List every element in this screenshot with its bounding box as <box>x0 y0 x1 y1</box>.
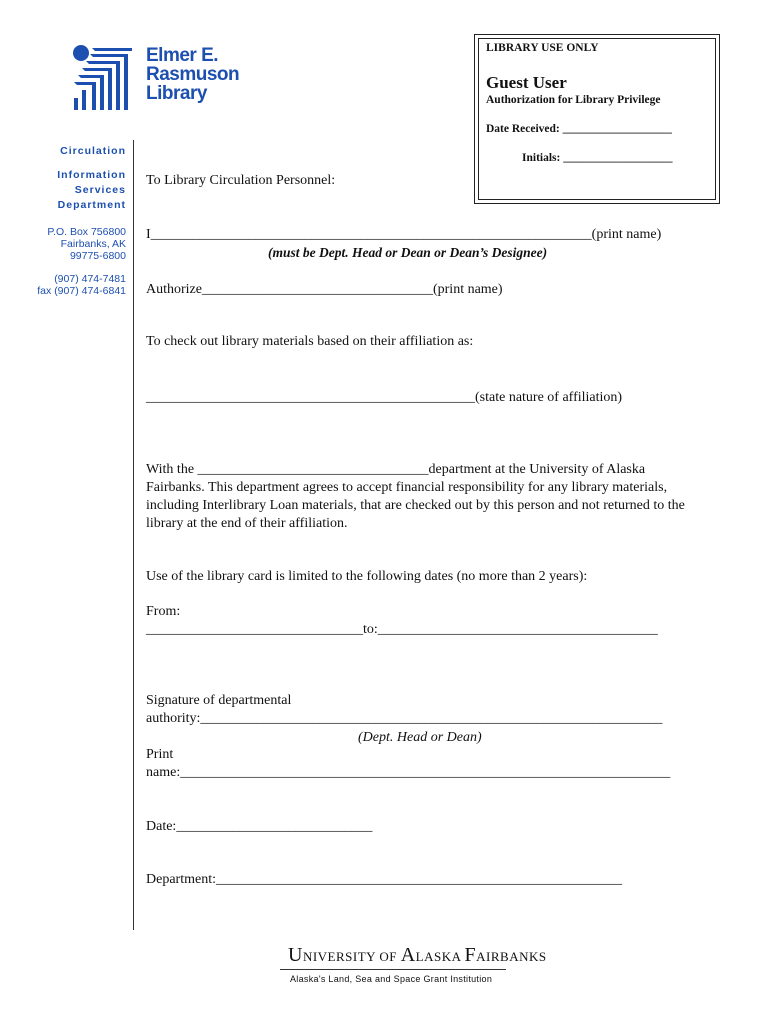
affiliation-field[interactable]: _______________________________________________(state nature of affiliation) <box>146 390 623 405</box>
fax-number: fax (907) 474-6841 <box>37 285 126 297</box>
form-title: Guest User <box>486 73 567 92</box>
from-label: From: <box>146 604 181 619</box>
date-received-field[interactable]: Date Received: ___________________ <box>486 123 672 135</box>
footer-rule <box>280 969 506 970</box>
initials-field[interactable]: Initials: ___________________ <box>522 152 673 164</box>
signature-label: Signature of departmental <box>146 693 292 708</box>
contact-numbers <box>37 273 126 297</box>
salutation: To Library Circulation Personnel: <box>146 173 336 188</box>
mailing-address: P.O. Box 756800 Fairbanks, AK 99775-6800 <box>47 226 126 262</box>
date-range-field[interactable]: _______________________________to:________________________________________ <box>146 622 658 637</box>
university-wordmark: UNIVERSITY OF ALASKA FAIRBANKS <box>288 944 547 966</box>
responsibility-paragraph: With the _________________________________department at the University of Alaska Fairbanks. This department agrees to accept financial responsibility for any library materials, including Interlibrary Loan materials, that are checked out by this person and not returned to the library at the end of their affiliation. <box>146 462 685 531</box>
checkout-intro: To check out library materials based on their affiliation as: <box>146 334 474 349</box>
library-name: Elmer E. Rasmuson Library <box>146 45 240 104</box>
print-name-field[interactable]: name:______________________________________________________________________ <box>146 765 671 780</box>
requester-name-field[interactable]: I_______________________________________________________________(print name) <box>146 227 662 242</box>
department-field[interactable]: Department:__________________________________________________________ <box>146 872 622 887</box>
library-books-logo-icon <box>72 44 134 112</box>
form-subtitle: Authorization for Library Privilege <box>486 94 661 106</box>
library-use-only-header: LIBRARY USE ONLY <box>486 42 599 54</box>
library-use-only-box <box>474 34 720 204</box>
university-tagline: Alaska's Land, Sea and Space Grant Institution <box>290 974 493 984</box>
sidebar-divider <box>133 140 134 930</box>
department-name: Circulation Information Services Department <box>57 145 126 211</box>
phone-number: (907) 474-7481 <box>54 273 126 285</box>
authorized-person-field[interactable]: Authorize_________________________________(print name) <box>146 282 503 297</box>
date-field[interactable]: Date:____________________________ <box>146 819 373 834</box>
dates-intro: Use of the library card is limited to the following dates (no more than 2 years): <box>146 569 588 584</box>
print-label: Print <box>146 747 174 762</box>
designee-note: (must be Dept. Head or Dean or Dean’s Designee) <box>268 245 548 260</box>
signature-field[interactable]: authority:__________________________________________________________________ <box>146 711 663 726</box>
dept-head-note: (Dept. Head or Dean) <box>358 730 482 745</box>
